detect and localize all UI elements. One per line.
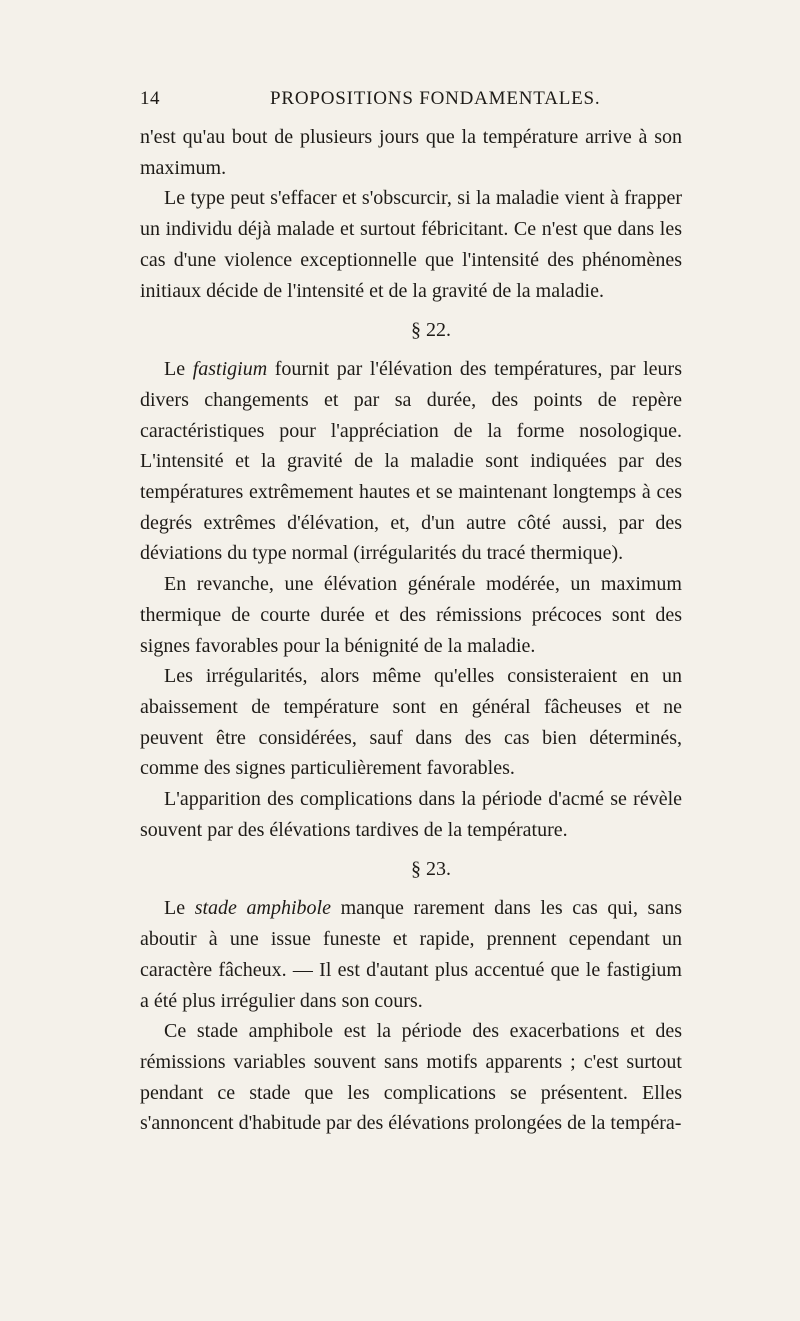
term-fastigium: fastigium [192, 358, 268, 381]
paragraph-lead: Le [164, 358, 193, 381]
section-heading-22: § 22. [411, 319, 451, 342]
paragraph: L'apparition des complications dans la période d'acmé se révèle souvent par des élévations tardives de la température. [140, 788, 682, 841]
paragraph [140, 354, 682, 569]
page-header [140, 88, 680, 112]
section-heading-23: § 23. [411, 858, 451, 881]
paragraph: En revanche, une élévation générale modérée, un maximum thermique de courte durée et des rémissions précoces sont des signes favorables pour la bénignité de la maladie. [140, 573, 682, 657]
paragraph [140, 893, 682, 1016]
term-stade-amphibole: stade amphibole [194, 897, 331, 920]
body-text [140, 122, 682, 1139]
paragraph: Les irrégularités, alors même qu'elles consisteraient en un abaissement de température sont en général fâcheuses et ne peuvent être considérées, sauf dans des cas bien déterminés, comme des signes particulièrement favorables. [140, 665, 682, 780]
paragraph: Ce stade amphibole est la période des exacerbations et des rémissions variables souvent sans motifs apparents ; c'est surtout pendant ce stade que les complications se présentent. Elles s'annoncent d'habitude par des élévations prolongées de la tempéra- [140, 1020, 682, 1135]
paragraph-rest: fournit par l'élévation des températures, par leurs divers changements et par sa durée, des points de repère caractéristiques pour l'appréciation de la forme nosologique. L'intensité et la gravité de la maladie sont indiquées par des températures extrêmement hautes et se maintenant longtemps à ces degrés extrêmes d'élévation, et, d'un autre côté aussi, par des déviations du type normal (irrégularités du tracé thermique). [140, 358, 683, 565]
paragraph: n'est qu'au bout de plusieurs jours que la température arrive à son maximum. [140, 126, 682, 179]
paragraph-lead: Le [164, 897, 195, 920]
paragraph-rest: manque rarement dans les cas qui, sans aboutir à une issue funeste et rapide, prennent cependant un caractère fâcheux. — Il est d'autant plus accentué que le fastigium a été plus irrégulier dans son cours. [140, 897, 682, 1012]
paragraph: Le type peut s'effacer et s'obscurcir, si la maladie vient à frapper un individu déjà malade et surtout fébricitant. Ce n'est que dans les cas d'une violence exceptionnelle que l'intensité des phénomènes initiaux décide de l'intensité et de la gravité de la maladie. [140, 187, 682, 302]
page-number: 14 [140, 88, 160, 109]
running-title: PROPOSITIONS FONDAMENTALES. [270, 88, 601, 109]
